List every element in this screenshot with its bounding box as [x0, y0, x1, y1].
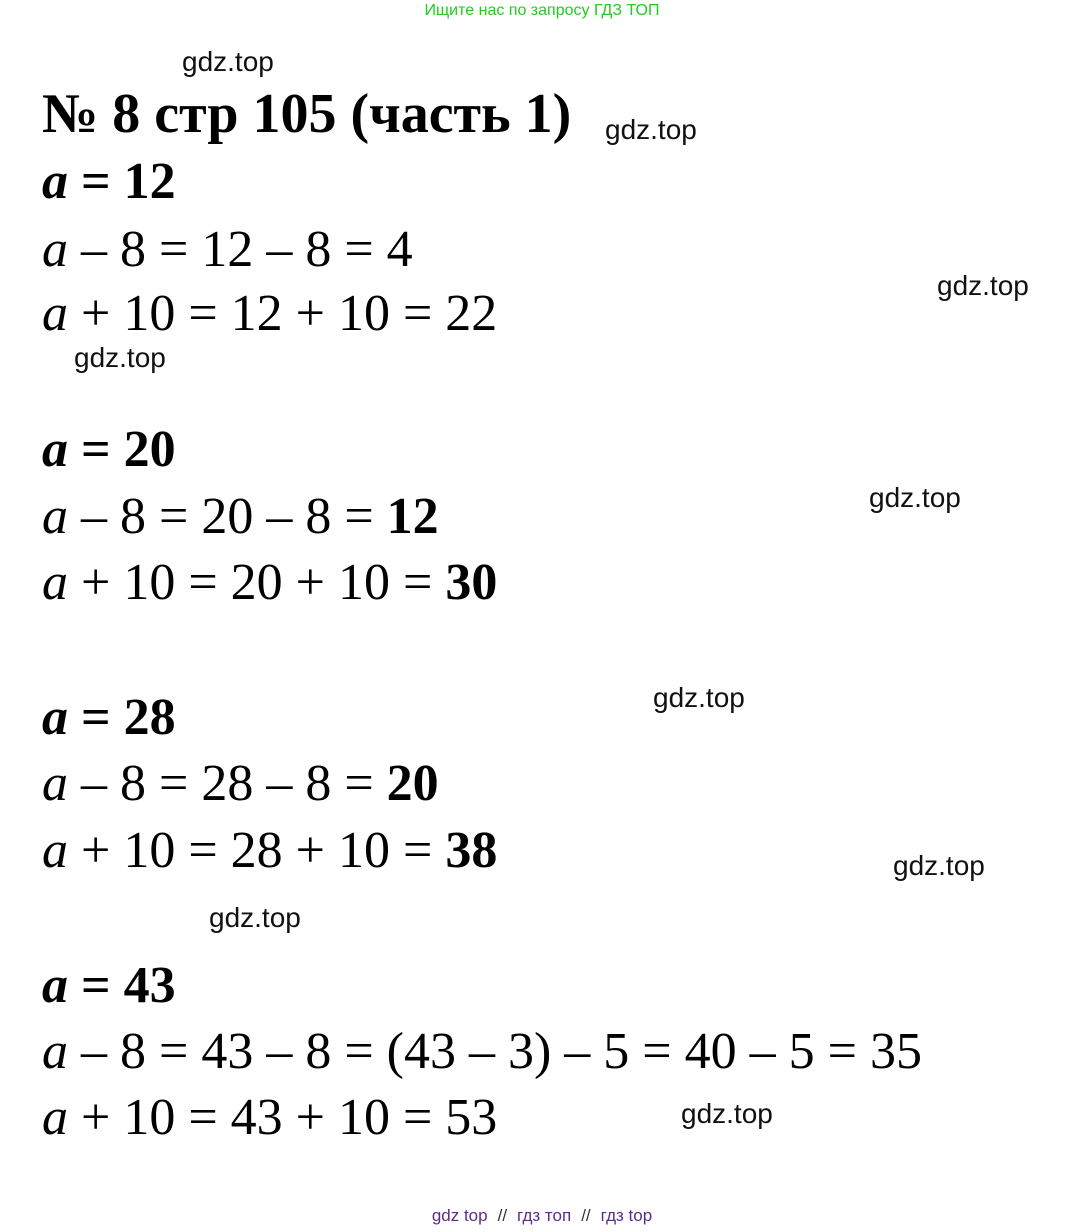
- expression: – 8 = 28 – 8 =: [68, 755, 387, 812]
- result: 20: [386, 755, 439, 812]
- head-value: = 20: [68, 421, 176, 478]
- expression: + 10 = 28 + 10 =: [68, 822, 446, 879]
- expression: + 10 = 12 + 10 = 22: [68, 285, 498, 342]
- result: 12: [386, 488, 439, 545]
- watermark: gdz.top: [74, 342, 166, 373]
- head-value: = 12: [68, 153, 176, 210]
- block-1-plus-line: [42, 284, 497, 344]
- block-2-minus-line: [42, 487, 439, 547]
- result: 38: [445, 822, 498, 879]
- expression: – 8 = 12 – 8 = 4: [68, 221, 413, 278]
- block-3-plus-line: [42, 821, 497, 881]
- footer-separator: //: [581, 1206, 591, 1225]
- head-value: = 43: [68, 957, 176, 1014]
- variable: a: [42, 153, 68, 210]
- watermark: gdz.top: [869, 482, 961, 513]
- block-4-head: [42, 956, 176, 1016]
- watermark: gdz.top: [893, 850, 985, 881]
- watermark: gdz.top: [937, 270, 1029, 301]
- variable: a: [42, 488, 68, 545]
- page-title: № 8 стр 105 (часть 1): [42, 83, 572, 145]
- top-banner[interactable]: Ищите нас по запросу ГДЗ ТОП: [424, 2, 660, 19]
- expression: + 10 = 43 + 10 = 53: [68, 1089, 498, 1146]
- variable: a: [42, 755, 68, 812]
- expression: – 8 = 20 – 8 =: [68, 488, 387, 545]
- footer-link-gdz-top[interactable]: gdz top: [431, 1206, 488, 1225]
- variable: a: [42, 421, 68, 478]
- watermark: gdz.top: [653, 682, 745, 713]
- variable: a: [42, 554, 68, 611]
- expression: – 8 = 43 – 8 = (43 – 3) – 5 = 40 – 5 = 35: [68, 1023, 922, 1080]
- block-1-head: [42, 152, 176, 212]
- variable: a: [42, 221, 68, 278]
- block-4-minus-line: [42, 1022, 922, 1082]
- variable: a: [42, 822, 68, 879]
- result: 30: [445, 554, 498, 611]
- block-3-minus-line: [42, 754, 439, 814]
- watermark: gdz.top: [182, 46, 274, 77]
- variable: a: [42, 689, 68, 746]
- block-4-plus-line: [42, 1088, 497, 1148]
- variable: a: [42, 1089, 68, 1146]
- variable: a: [42, 1023, 68, 1080]
- footer-link-gdz-top-mixed[interactable]: гдз top: [600, 1206, 653, 1225]
- variable: a: [42, 957, 68, 1014]
- footer: [0, 1206, 1084, 1226]
- block-1-minus-line: [42, 220, 413, 280]
- block-3-head: [42, 688, 176, 748]
- head-value: = 28: [68, 689, 176, 746]
- block-2-head: [42, 420, 176, 480]
- footer-link-gdz-top-ru[interactable]: гдз топ: [517, 1206, 572, 1225]
- watermark: gdz.top: [605, 114, 697, 145]
- watermark: gdz.top: [209, 902, 301, 933]
- expression: + 10 = 20 + 10 =: [68, 554, 446, 611]
- watermark: gdz.top: [681, 1098, 773, 1129]
- footer-separator: //: [497, 1206, 508, 1225]
- variable: a: [42, 285, 68, 342]
- block-2-plus-line: [42, 553, 497, 613]
